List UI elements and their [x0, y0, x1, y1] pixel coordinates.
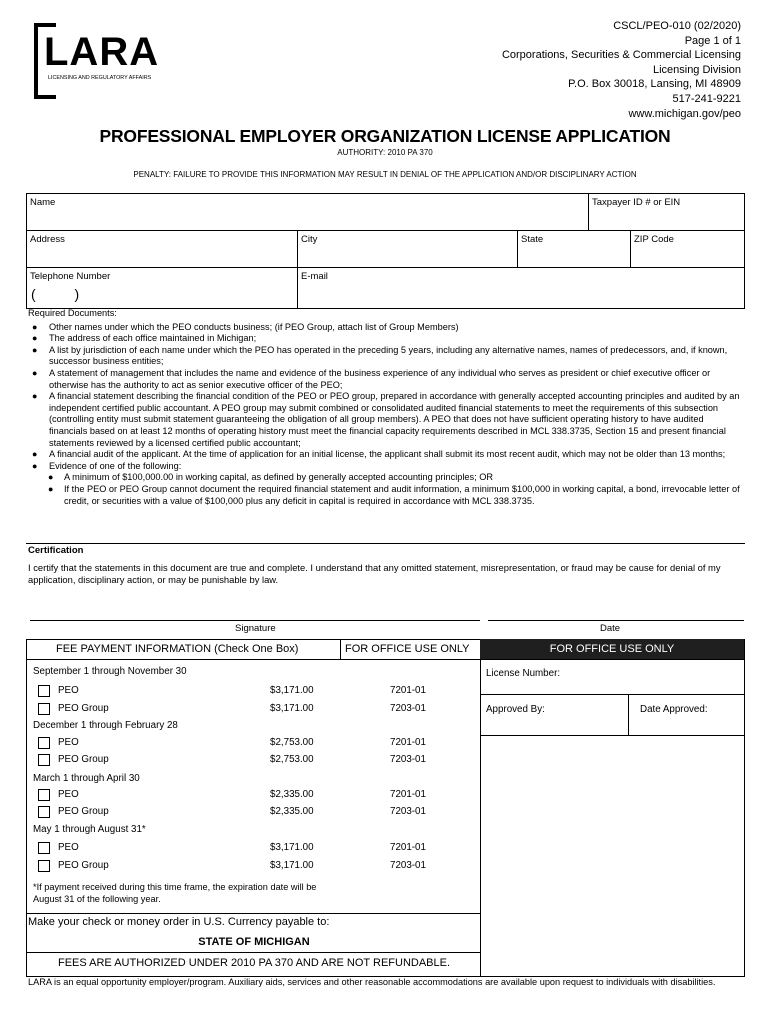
phone-area-code: ( )	[31, 286, 80, 302]
signature-line[interactable]	[30, 620, 480, 621]
fee-amount: $3,171.00	[270, 860, 314, 871]
fee-type: PEO	[58, 737, 79, 748]
list-item: ● A financial statement describing the financial condition of the PEO or PEO group, prepared in accordance with generally accepted accounting principles and audited by an independent certified public accountant. A PEO group may submit combined or consolidated audited financial statements to meet the requirements of this subsection (controlling entity must submit statement guaranteeing the obligation of all group members). A PEO that does not have sufficient operating history to have audited financials based on at least 12 months of operating history must meet the financial capacity requirements described in MCL 338.3735, Section 15 and present financial statements reviewed by a licensed certified public accountant;	[28, 391, 744, 449]
header-info	[502, 19, 741, 121]
fee-option-row[interactable]	[38, 685, 478, 699]
logo-text: LARA	[44, 30, 160, 74]
expiration-note: *If payment received during this time frame, the expiration date will be August 31 of the following year.	[33, 882, 317, 904]
page-number: Page 1 of 1	[684, 34, 741, 47]
check-payable-text: Make your check or money order in U.S. Currency payable to:	[28, 916, 330, 928]
license-number-field: License Number:	[486, 668, 561, 679]
fee-code: 7203-01	[390, 806, 426, 817]
fee-option-row[interactable]	[38, 754, 478, 768]
approved-by-field: Approved By:	[486, 704, 545, 715]
fee-type: PEO	[58, 789, 79, 800]
lara-logo	[34, 23, 174, 99]
fee-code: 7201-01	[390, 737, 426, 748]
penalty-notice: PENALTY: FAILURE TO PROVIDE THIS INFORMATION MAY RESULT IN DENIAL OF THE APPLICATION AND/OR DISCIPLINARY ACTION	[133, 170, 637, 179]
po-box: P.O. Box 30018, Lansing, MI 48909	[568, 78, 741, 91]
required-documents	[28, 308, 744, 507]
fee-option-row[interactable]	[38, 703, 478, 717]
required-heading: Required Documents:	[28, 308, 117, 318]
checkbox[interactable]	[38, 737, 50, 749]
fee-amount: $3,171.00	[270, 685, 314, 696]
list-item: ● A minimum of $100,000.00 in working capital, as defined by generally accepted accounting principles; OR	[28, 472, 744, 484]
fee-code: 7203-01	[390, 703, 426, 714]
checkbox[interactable]	[38, 860, 50, 872]
date-approved-field: Date Approved:	[640, 704, 708, 715]
fee-code: 7203-01	[390, 754, 426, 765]
period-label: March 1 through April 30	[33, 773, 140, 784]
applicant-info-box	[26, 193, 745, 309]
fee-type: PEO Group	[58, 860, 109, 871]
authority: AUTHORITY: 2010 PA 370	[337, 148, 433, 157]
fee-type: PEO Group	[58, 806, 109, 817]
fee-option-row[interactable]	[38, 842, 478, 856]
fee-type: PEO	[58, 685, 79, 696]
fee-payment-header: FEE PAYMENT INFORMATION (Check One Box)	[56, 643, 299, 655]
logo-subtitle: LICENSING AND REGULATORY AFFAIRS	[48, 75, 152, 81]
fee-code: 7201-01	[390, 789, 426, 800]
fee-code: 7201-01	[390, 685, 426, 696]
telephone-field[interactable]: Telephone Number	[30, 271, 111, 282]
fee-option-row[interactable]	[38, 860, 478, 874]
checkbox[interactable]	[38, 754, 50, 766]
zip-field[interactable]: ZIP Code	[634, 234, 674, 245]
fees-not-refundable: FEES ARE AUTHORIZED UNDER 2010 PA 370 AND ARE NOT REFUNDABLE.	[57, 957, 451, 969]
list-item: ● Evidence of one of the following:	[28, 461, 744, 473]
checkbox[interactable]	[38, 685, 50, 697]
checkbox[interactable]	[38, 842, 50, 854]
fee-amount: $2,753.00	[270, 737, 314, 748]
checkbox[interactable]	[38, 806, 50, 818]
department: Corporations, Securities & Commercial Licensing	[501, 49, 741, 62]
page-title: PROFESSIONAL EMPLOYER ORGANIZATION LICENSE APPLICATION	[99, 126, 671, 146]
address-field[interactable]: Address	[30, 234, 65, 245]
date-label: Date	[600, 623, 621, 634]
phone-number: 517-241-9221	[672, 92, 741, 105]
taxpayer-id-field[interactable]: Taxpayer ID # or EIN	[592, 197, 681, 208]
form-number: CSCL/PEO-010 (02/2020)	[613, 20, 741, 32]
list-item: ● A financial audit of the applicant. At the time of application for an initial license, the applicant shall submit its most recent audit, which may not be older than 13 months;	[28, 449, 744, 461]
email-field[interactable]: E-mail	[301, 271, 328, 282]
payee: STATE OF MICHIGAN	[198, 936, 310, 948]
fee-option-row[interactable]	[38, 789, 478, 803]
fee-amount: $2,335.00	[270, 789, 314, 800]
list-item: ● A list by jurisdiction of each name under which the PEO has operated in the preceding 5 years, including any alternative names, names of predecessors, and, if known, successor business entities;	[28, 345, 744, 368]
website: www.michigan.gov/peo	[628, 107, 741, 120]
fee-amount: $2,753.00	[270, 754, 314, 765]
list-item: ● Other names under which the PEO conducts business; (if PEO Group, attach list of Group Members)	[28, 322, 744, 334]
fee-option-row[interactable]	[38, 737, 478, 751]
division: Licensing Division	[652, 63, 741, 76]
city-field[interactable]: City	[301, 234, 318, 245]
period-label: September 1 through November 30	[33, 666, 187, 677]
fee-type: PEO Group	[58, 754, 109, 765]
signature-label: Signature	[235, 623, 276, 634]
list-item: ● A statement of management that includes the name and evidence of the business experience of any individual who serves as president or chief executive officer or otherwise has the authority to act as senior executive officer of the PEO;	[28, 368, 744, 391]
date-line[interactable]	[488, 620, 744, 621]
footer-notice: LARA is an equal opportunity employer/program. Auxiliary aids, services and other reasonable accommodations are available upon request to individuals with disabilities.	[28, 977, 716, 987]
fee-code: 7203-01	[390, 860, 426, 871]
fee-amount: $3,171.00	[270, 703, 314, 714]
fee-option-row[interactable]	[38, 806, 478, 820]
fee-amount: $3,171.00	[270, 842, 314, 853]
period-label: December 1 through February 28	[33, 720, 178, 731]
certification-text: I certify that the statements in this document are true and complete. I understand that any omitted statement, misrepresentation, or fraud may be cause for denial of my application, disciplinary action, or may be punishable by law.	[28, 562, 721, 585]
fee-code: 7201-01	[390, 842, 426, 853]
certification-heading: Certification	[28, 545, 84, 556]
checkbox[interactable]	[38, 789, 50, 801]
period-label: May 1 through August 31*	[33, 824, 146, 835]
fee-amount: $2,335.00	[270, 806, 314, 817]
fee-type: PEO Group	[58, 703, 109, 714]
name-field[interactable]: Name	[30, 197, 56, 208]
office-use-header: FOR OFFICE USE ONLY	[345, 643, 470, 655]
list-item: ● If the PEO or PEO Group cannot document the required financial statement and audit information, a minimum $100,000 in working capital, a bond, irrevocable letter of credit, or securities with a value of $100,000 plus any deficit in capital is required in accordance with MCL 338.3735.	[28, 484, 744, 507]
state-field[interactable]: State	[521, 234, 544, 245]
fee-type: PEO	[58, 842, 79, 853]
checkbox[interactable]	[38, 703, 50, 715]
list-item: ● The address of each office maintained in Michigan;	[28, 333, 744, 345]
office-use-dark-header: FOR OFFICE USE ONLY	[480, 639, 744, 659]
